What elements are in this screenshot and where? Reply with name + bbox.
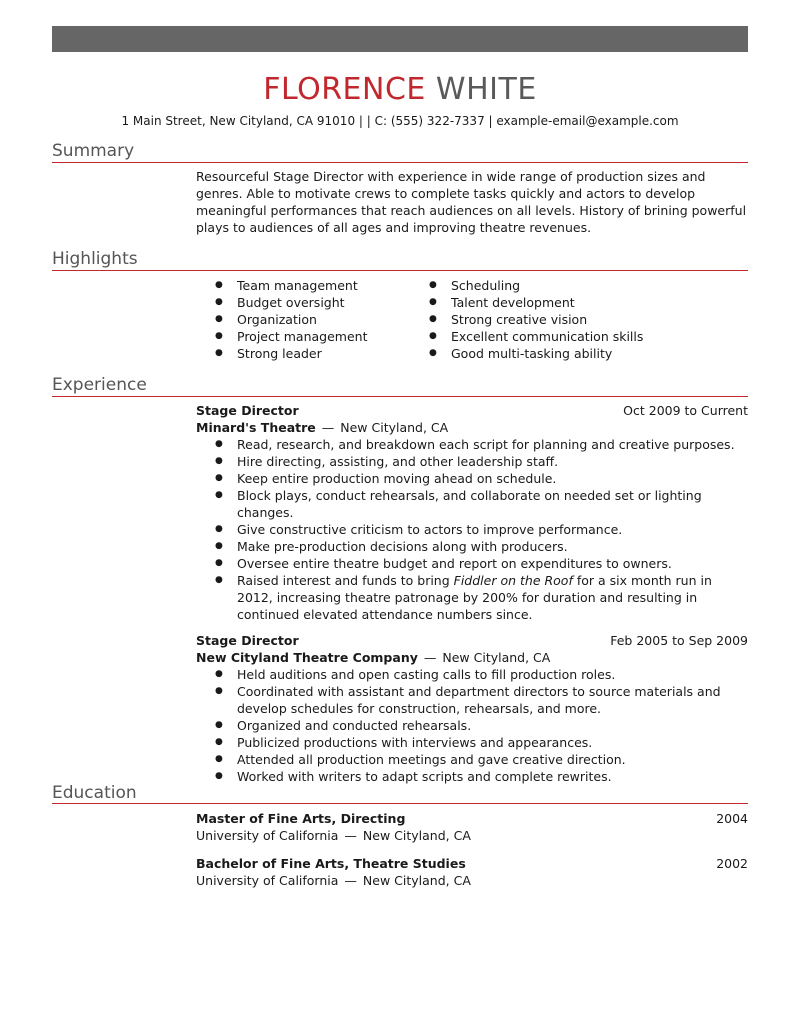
job-entry [196,402,748,623]
highlight-item: ● Project management [196,328,456,345]
bullet-text: Raised interest and funds to bring [237,573,454,588]
job-bullet: ● Oversee entire theatre budget and report on expenditures to owners. [196,555,748,572]
job-company: Minard's Theatre [196,420,316,435]
summary-block [196,168,748,236]
separator-dash: — [321,420,335,435]
job-bullet: ● Publicized productions with interviews and appearances. [196,734,748,751]
highlight-item: ● Organization [196,311,456,328]
job-bullet: ● Coordinated with assistant and department directors to source materials and develop schedules for construction, rehearsals, and more. [196,683,748,717]
highlight-item: ● Strong leader [196,345,456,362]
job-location: New Cityland, CA [442,650,551,665]
section-rule [52,270,748,271]
separator-dash: — [423,650,437,665]
contact-line: 1 Main Street, New Cityland, CA 91010 | | C: (555) 322-7337 | example-email@example.com [121,114,679,128]
job-location: New Cityland, CA [340,420,449,435]
bullet-text: for a six month run in 2012, increasing theatre patronage by 200% for duration and resulting in continued elevated attendance numbers since. [237,573,712,622]
job-bullet: ● Attended all production meetings and gave creative direction. [196,751,748,768]
highlight-item: ● Scheduling [410,277,670,294]
job-bullet: ● Held auditions and open casting calls to fill production roles. [196,666,748,683]
highlights-right-column [410,277,670,362]
school-location: New Cityland, CA [362,828,471,843]
section-title-experience: Experience [52,375,147,395]
school: University of California [196,828,339,843]
section-title-summary: Summary [52,141,135,161]
highlight-item: ● Budget oversight [196,294,456,311]
section-rule [52,396,748,397]
job-role: Stage Director [196,633,299,648]
job-company: New Cityland Theatre Company [196,650,418,665]
job-entry [196,632,748,785]
graduation-year: 2002 [716,856,748,871]
job-bullet: ● Make pre-production decisions along with producers. [196,538,748,555]
section-title-highlights: Highlights [52,249,138,269]
school-location: New Cityland, CA [362,873,471,888]
section-rule [52,803,748,804]
job-bullet: ● Block plays, conduct rehearsals, and collaborate on needed set or lighting changes. [196,487,748,521]
job-dates: Feb 2005 to Sep 2009 [610,633,748,648]
header-bar [52,26,748,52]
job-dates: Oct 2009 to Current [623,403,748,418]
highlight-item: ● Good multi-tasking ability [410,345,670,362]
summary-text: Resourceful Stage Director with experience in wide range of production sizes and genres. Able to motivate crews to complete tasks quickly and actors to develop meaningful performances that reach audiences on all levels. History of brining powerful plays to audiences of all ages and improving theatre revenues. [196,169,747,235]
job-bullet: ● Hire directing, assisting, and other leadership staff. [196,453,748,470]
degree: Master of Fine Arts, Directing [196,811,406,826]
education-entry [196,810,748,844]
degree: Bachelor of Fine Arts, Theatre Studies [196,856,466,871]
production-title: Fiddler on the Roof [453,573,573,588]
job-bullet: ● Organized and conducted rehearsals. [196,717,748,734]
education-entry [196,855,748,889]
separator-dash: — [344,873,357,888]
graduation-year: 2004 [716,811,748,826]
highlight-item: ● Strong creative vision [410,311,670,328]
job-bullet: ● Read, research, and breakdown each script for planning and creative purposes. [196,436,748,453]
job-bullet: ● Keep entire production moving ahead on schedule. [196,470,748,487]
separator-dash: — [344,828,357,843]
highlights-block [196,277,748,367]
highlight-item: ● Talent development [410,294,670,311]
highlight-item: ● Team management [196,277,456,294]
job-bullet: ● Worked with writers to adapt scripts and complete rewrites. [196,768,748,785]
resume-name [0,70,800,110]
education-block [196,810,748,889]
highlight-item: ● Excellent communication skills [410,328,670,345]
section-title-education: Education [52,783,137,803]
section-rule [52,162,748,163]
first-name: FLORENCE [263,72,426,107]
experience-block [196,402,748,785]
job-bullet [196,572,748,623]
last-name: WHITE [435,72,537,107]
job-bullet: ● Give constructive criticism to actors to improve performance. [196,521,748,538]
school: University of California [196,873,339,888]
job-role: Stage Director [196,403,299,418]
